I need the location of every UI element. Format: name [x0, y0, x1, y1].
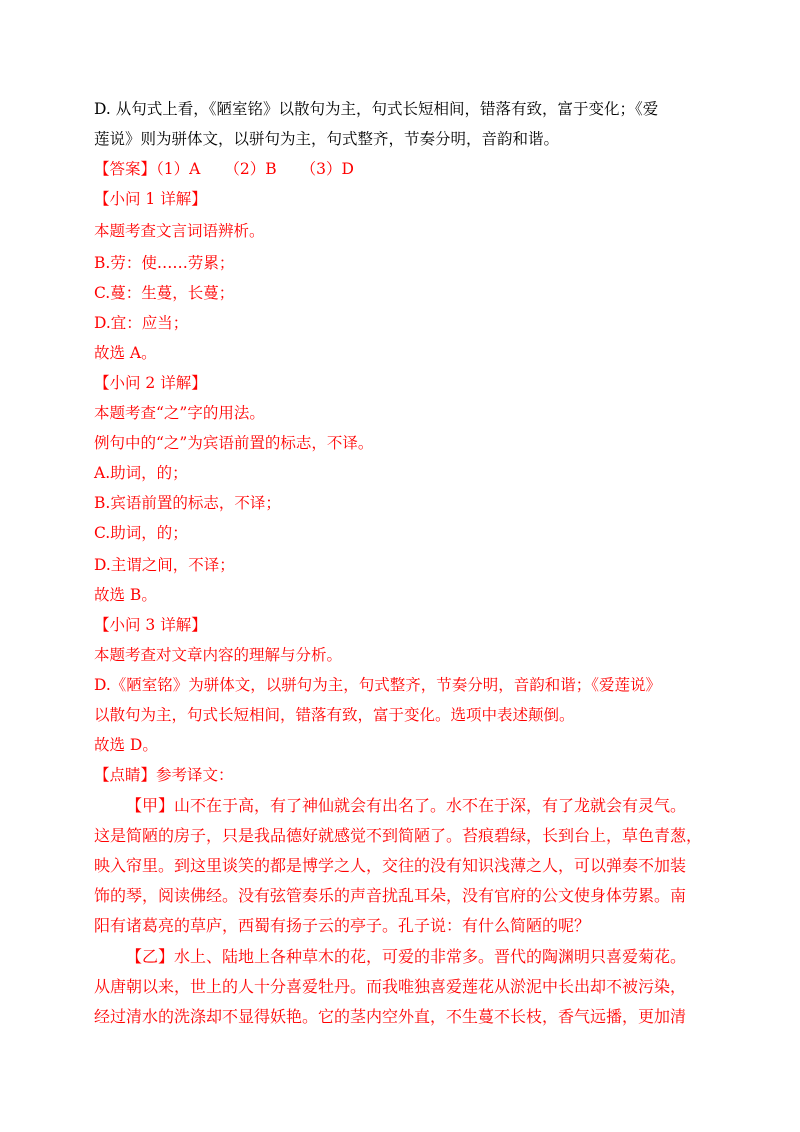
- q1-choice: 故选 A。: [94, 344, 157, 362]
- q1-option-c: C.蔓：生蔓，长蔓；: [94, 284, 235, 302]
- option-d-line-2: 莲说》则为骈体文，以骈句为主，句式整齐，节奏分明，音韵和谐。: [94, 130, 560, 148]
- q2-option-a: A.助词，的；: [94, 464, 188, 482]
- q1-intro: 本题考查文言词语辨析。: [94, 222, 265, 240]
- answer-1: （1）A: [156, 160, 201, 178]
- translation-jia-line-3: 映入帘里。到这里谈笑的都是博学之人，交往的没有知识浅薄之人，可以弹奏不加装: [94, 856, 687, 875]
- translation-yi-line-3: 经过清水的洗涤却不显得妖艳。它的茎内空外直，不生蔓不长枝，香气远播，更加清: [94, 1007, 687, 1026]
- q2-example: 例句中的“之”为宾语前置的标志，不译。: [94, 434, 374, 452]
- translation-jia-line-1: 【甲】山不在于高，有了神仙就会有出名了。水不在于深，有了龙就会有灵气。: [126, 796, 687, 815]
- q2-option-b: B.宾语前置的标志，不译；: [94, 494, 281, 512]
- answer-label: 【答案】: [94, 160, 157, 178]
- answer-3: （3）D: [300, 160, 354, 178]
- q2-option-c: C.助词，的；: [94, 524, 188, 542]
- translation-yi-line-1: 【乙】水上、陆地上各种草木的花，可爱的非常多。晋代的陶渊明只喜爱菊花。: [126, 947, 687, 966]
- translation-yi-line-2: 从唐朝以来，世上的人十分喜爱牡丹。而我唯独喜爱莲花从淤泥中长出却不被污染，: [94, 977, 687, 996]
- q2-option-d: D.主谓之间，不译；: [94, 556, 235, 574]
- q2-header: 【小问 2 详解】: [94, 374, 207, 392]
- q3-option-d-line-2: 以散句为主，句式长短相间，错落有致，富于变化。选项中表述颠倒。: [94, 706, 575, 724]
- translation-jia-line-4: 饰的琴，阅读佛经。没有弦管奏乐的声音扰乱耳朵，没有官府的公文使身体劳累。南: [94, 886, 687, 905]
- translation-jia-line-2: 这是简陋的房子，只是我品德好就感觉不到简陋了。苔痕碧绿，长到台上，草色青葱，: [94, 826, 703, 845]
- q1-option-b: B.劳：使……劳累；: [94, 254, 235, 272]
- option-d-line-1: D. 从句式上看，《陋室铭》以散句为主，句式长短相间，错落有致，富于变化；《爱: [94, 100, 659, 118]
- answer-line: [94, 159, 354, 179]
- q1-header: 【小问 1 详解】: [94, 190, 207, 208]
- q3-intro: 本题考查对文章内容的理解与分析。: [94, 646, 343, 664]
- q2-intro: 本题考查“之”字的用法。: [94, 404, 265, 422]
- notes-label: 【点睛】: [94, 766, 157, 784]
- q3-header: 【小问 3 详解】: [94, 616, 207, 634]
- notes-header: [94, 765, 234, 785]
- q3-option-d-line-1: D.《陋室铭》为骈体文，以骈句为主，句式整齐，节奏分明，音韵和谐；《爱莲说》: [94, 676, 662, 694]
- q2-choice: 故选 B。: [94, 586, 157, 604]
- answer-2: （2）B: [224, 160, 277, 178]
- notes-title: 参考译文：: [156, 766, 234, 784]
- q3-choice: 故选 D。: [94, 736, 158, 754]
- q1-option-d: D.宜：应当；: [94, 314, 189, 332]
- translation-jia-line-5: 阳有诸葛亮的草庐，西蜀有扬子云的亭子。孔子说：有什么简陋的呢？: [94, 916, 591, 935]
